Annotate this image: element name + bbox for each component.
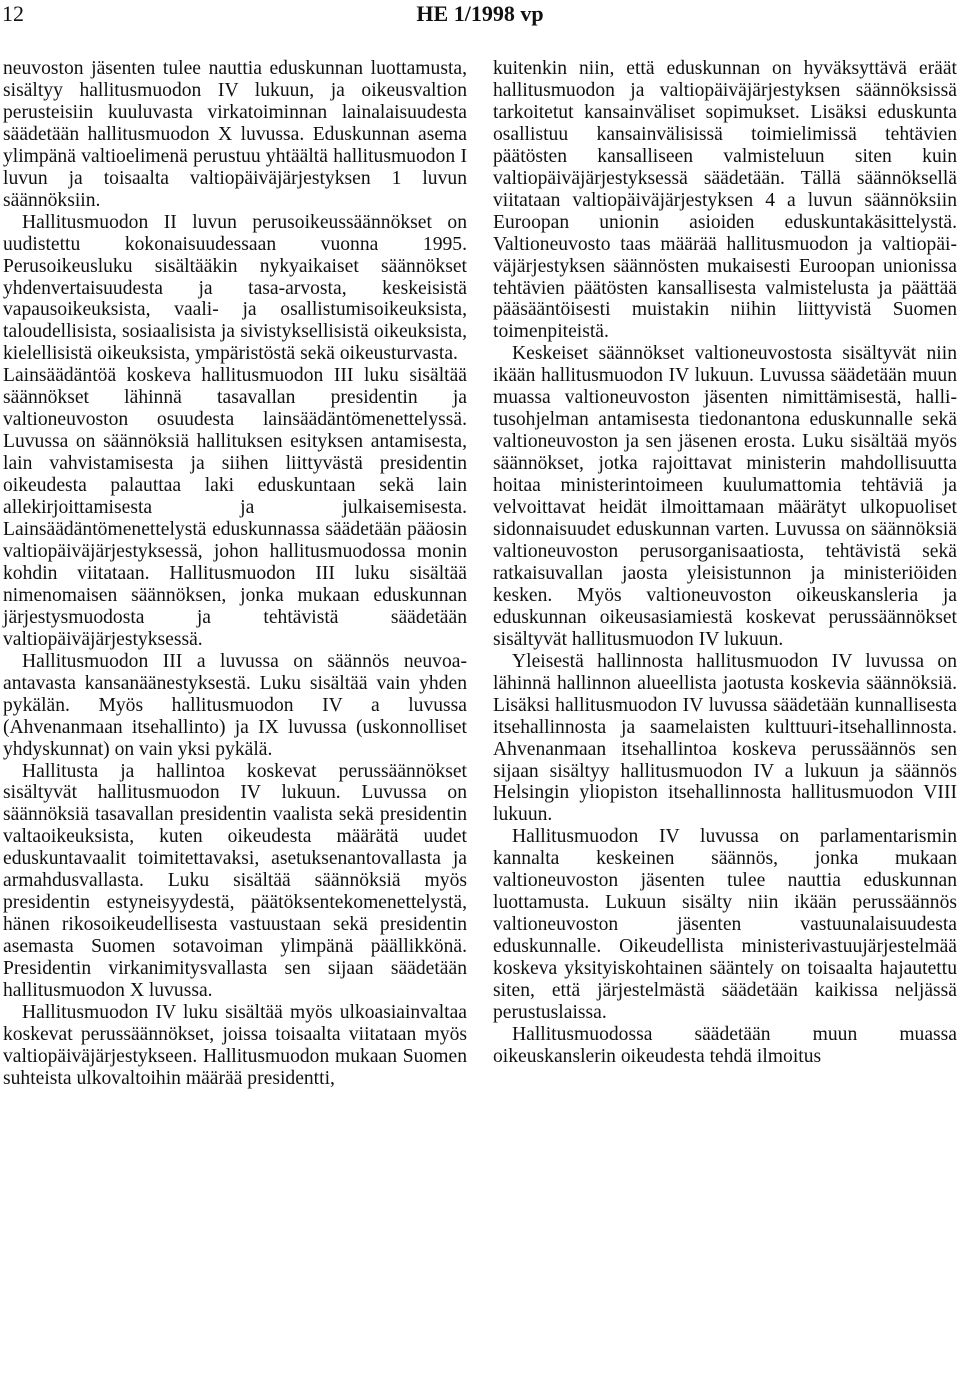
paragraph: Hallitusmuodossa säädetään muun muassa oikeuskanslerin oikeudesta tehdä ilmoitus: [493, 1023, 957, 1067]
paragraph: Hallitusmuodon II luvun perusoikeussäännökset on uudistettu kokonaisuudessaan vuonna 1995. Perusoikeusluku sisältääkin nykyaikaiset säännökset yhdenvertaisuudesta ja tasa-arvosta, keskeisistä vapausoikeuksista, vaali- ja osallistumisoikeuksista, taloudellisista, sosiaalisista ja sivistyksellisistä oikeuksista, kielellisistä oikeuksista, ympäristöstä sekä oikeusturvasta.: [3, 211, 467, 365]
paragraph: Yleisestä hallinnosta hallitusmuodon IV luvussa on lähinnä hallinnon alueellista jaotusta koskevia säännöksiä. Lisäksi hallitusmuodon IV luvussa säädetään kunnallisesta itsehallinnosta ja saamelaisten kulttuuri-itsehallinnosta. Ahvenanmaan itsehallintoa koskeva perussäännös sen sijaan sisältyy hallitusmuodon IV a lukuun ja säännös Helsingin yliopiston itsehallinnosta hallitusmuodon VIII lukuun.: [493, 650, 957, 826]
paragraph: neuvoston jäsenten tulee nauttia eduskunnan luottamusta, sisältyy hallitusmuodon IV lukuun, ja oikeusvaltion perusteisiin kuuluvasta virkatoiminnan lainalaisuudesta säädetään hallitusmuodon X luvussa. Eduskunnan asema ylimpänä valtioelimenä perustuu yhtäältä hallitusmuodon I luvun ja toisaalta valtiopäiväjärjestyksen 1 luvun säännöksiin.: [3, 58, 467, 211]
right-column: [493, 58, 957, 1068]
paragraph: kuitenkin niin, että eduskunnan on hyväksyttävä eräät hallitusmuodon ja valtiopäiväjärjestyksen säännöksissä tarkoitetut kansainväliset sopimukset. Lisäksi eduskunta osallistuu kansainvälisissä toimielimissä tehtävien päätösten kansalliseen valmisteluun siten kuin valtiopäiväjärjestyksessä säädetään. Tällä säännöksellä viitataan valtiopäiväjärjestyksen 4 a luvun säännöksiin Euroopan unionin asioiden eduskuntakäsittelystä. Valtioneuvosto taas määrää hallitusmuodon ja valtiopäiväjärjestyksen säännösten mukaisesti Euroopan unionissa tehtävien päätösten kansallisesta valmistelusta ja päättää pääsääntöisesti muistakin niihin liittyvistä Suomen toimenpiteistä.: [493, 58, 957, 343]
document-identifier: HE 1/1998 vp: [416, 1, 544, 26]
paragraph: Hallitusmuodon III a luvussa on säännös neuvoa-antavasta kansanäänestyksestä. Luku sisältää vain yhden pykälän. Myös hallitusmuodon IV a luvussa (Ahvenanmaan itsehallinto) ja IX luvussa (uskonnolliset yhdyskunnat) on vain yksi pykälä.: [3, 650, 467, 760]
paragraph: Hallitusmuodon IV luvussa on parlamentarismin kannalta keskeinen säännös, jonka mukaan valtioneuvoston jäsenten tulee nauttia eduskunnan luottamusta. Lukuun sisälty niin ikään perussäännös valtioneuvoston jäsenten vastuunalaisuudesta eduskunnalle. Oikeudellista ministerivastuujärjestelmää koskeva yksityiskohtainen sääntely on toisaalta hajautettu siten, että järjestelmästä säädetään kaikissa neljässä perustuslaissa.: [493, 826, 957, 1023]
paragraph: Hallitusta ja hallintoa koskevat perussäännökset sisältyvät hallitusmuodon IV lukuun. Luvussa on säännöksiä tasavallan presidentin vaalista sekä presidentin valtaoikeuksista, kuten oikeudesta määrätä uudet eduskuntavaalit toimitettavaksi, asetuksenantovallasta ja armahdusvallasta. Luku sisältää säännöksiä myös presidentin estyneisyydestä, päätöksentekomenettelystä, hänen rikosoikeudellisesta vastuustaan sekä presidentin asemasta Suomen sotavoiman ylimpänä päällikkönä. Presidentin virkanimitysvallasta sen sijaan säädetään hallitusmuodon X luvussa.: [3, 760, 467, 1002]
page-header: [0, 0, 960, 40]
paragraph: Keskeiset säännökset valtioneuvostosta sisältyvät niin ikään hallitusmuodon IV lukuun. Luvussa säädetään muun muassa valtioneuvoston jäsenten nimittämisestä, hallitusohjelman antamisesta tiedonantona eduskunnalle sekä valtioneuvoston ja sen jäsenen erosta. Luku sisältää myös säännökset, jotka rajoittavat ministerin mahdollisuutta hoitaa ministerintoimeen kuulumattomia tehtäviä ja velvoittavat heidät ilmoittamaan määrätyt ulkopuoliset sidonnaisuudet eduskunnan varten. Luvussa on säännöksiä valtioneuvoston perusorganisaatiosta, tehtävistä sekä ratkaisuvallan jaosta yleisistunnon ja ministeriöiden kesken. Myös valtioneuvoston oikeuskansleria ja eduskunnan oikeusasiamiestä koskevat perussäännökset sisältyvät hallitusmuodon IV lukuun.: [493, 343, 957, 650]
left-column: [3, 58, 467, 1090]
paragraph: Hallitusmuodon IV luku sisältää myös ulkoasiainvaltaa koskevat perussäännökset, joissa toisaalta viitataan myös valtiopäiväjärjestykseen. Hallitusmuodon mukaan Suomen suhteista ulkovaltoihin määrää presidentti,: [3, 1001, 467, 1089]
paragraph: Lainsäädäntöä koskeva hallitusmuodon III luku sisältää säännökset lähinnä tasavallan presidentin ja valtioneuvoston osuudesta lainsäädäntömenettelyssä. Luvussa on säännöksiä hallituksen esityksen antamisesta, lain vahvistamisesta ja siihen liittyvästä presidentin oikeudesta palauttaa laki eduskuntaan sekä lain allekirjoittamisesta ja julkaisemisesta. Lainsäädäntömenettelystä eduskunnassa säädetään pääosin valtiopäiväjärjestyksessä, johon hallitusmuodossa monin kohdin viitataan. Hallitusmuodon III luku sisältää nimenomaisen säännöksen, jonka mukaan eduskunnan järjestysmuodosta ja tehtävistä säädetään valtiopäiväjärjestyksessä.: [3, 365, 467, 650]
page-number: 12: [2, 1, 24, 26]
